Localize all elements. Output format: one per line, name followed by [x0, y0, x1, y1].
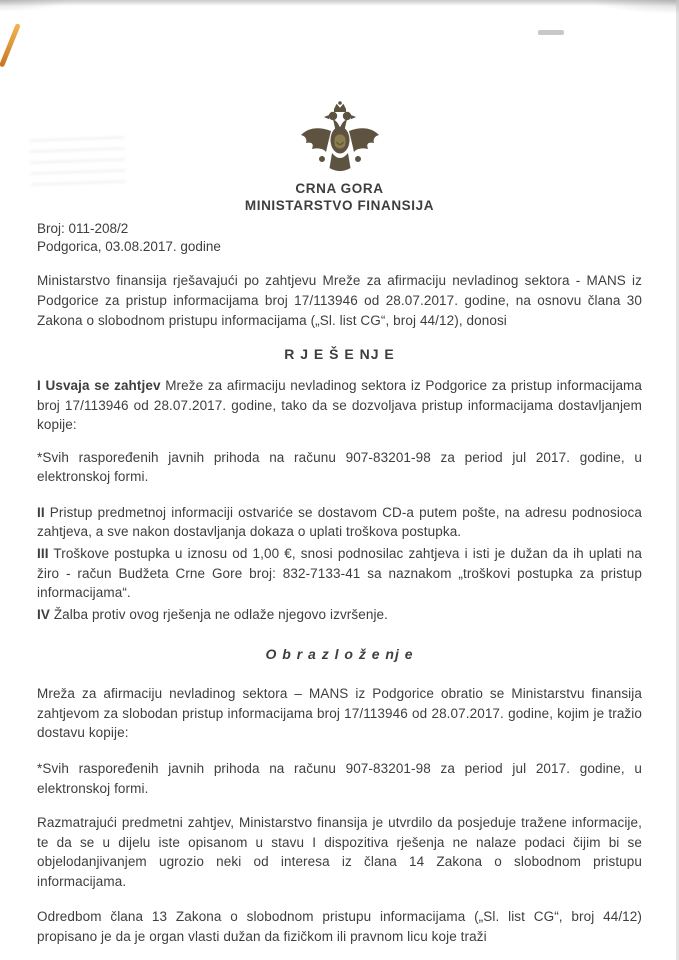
explanation-paragraph-3: Odredbom člana 13 Zakona o slobodnom pristupu informacijama („Sl. list CG“, broj 44/12) propisano je da je organ vlasti dužan da fizičkom ili pravnom licu koje traži	[37, 909, 642, 944]
place-and-date: Podgorica, 03.08.2017. godine	[37, 239, 221, 255]
ministry-name: MINISTARSTVO FINANSIJA	[244, 198, 435, 213]
document-number: Broj: 011-208/2	[37, 221, 129, 236]
country-name: CRNA GORA	[295, 181, 384, 196]
decision-item-3-text: Troškove postupka u iznosu od 1,00 €, snosi podnosilac zahtjeva i isti je dužan da ih uplati na žiro - račun Budžeta Crne Gore broj: 832-7133-41 sa naznakom „troškovi postupka za pristup informacijama“.	[37, 546, 642, 601]
explanation-title: O b r a z l o ž e nj e	[265, 646, 414, 663]
decision-item-4-text: Žalba protiv ovog rješenja ne odlaže njegovo izvršenje.	[49, 606, 389, 622]
coat-of-arms-icon	[37, 100, 642, 176]
decision-item-4	[37, 605, 642, 625]
intro-paragraph: Ministarstvo finansija rješavajući po zahtjevu Mreže za afirmaciju nevladinog sektora - MANS iz Podgorice za pristup informacijama broj 17/113946 od 28.07.2017. godine, na osnovu člana 30 Zakona o slobodnom pristupu informacijama („Sl. list CG“, broj 44/12), donosi	[37, 273, 642, 328]
decision-item-1	[37, 376, 642, 435]
decision-item-3-lead: III	[37, 546, 49, 561]
orange-pen-stroke-artifact	[0, 23, 21, 68]
scan-artifact-dash	[538, 30, 564, 35]
decision-item-1-lead: I Usvaja se zahtjev	[37, 378, 161, 394]
decision-title: R J E Š E NJ E	[284, 346, 395, 363]
scanner-corner-shadow-right	[589, 0, 679, 14]
decision-item-2-lead: II	[37, 504, 45, 520]
decision-item-3	[37, 544, 642, 603]
scanner-corner-shadow-left	[0, 0, 70, 12]
scanner-edge-top	[0, 0, 679, 6]
document-meta	[37, 221, 642, 255]
requested-copy-item-repeat: *Svih raspoređenih javnih prihoda na računu 907-83201-98 za period jul 2017. godine, u elektronskoj formi.	[37, 760, 642, 796]
decision-item-2-text: Pristup predmetnoj informaciji ostvariće se dostavom CD-a putem pošte, na adresu podnosioca zahtjeva, a sve nakon dostavljanja dokaza o uplati troškova postupka.	[37, 504, 642, 540]
explanation-paragraph-1: Mreža za afirmaciju nevladinog sektora – MANS iz Podgorice obratio se Ministarstvu finansija zahtjevom za slobodan pristup informacijama broj 17/113946 od 28.07.2017. godine, kojim je tražio dostavu kopije:	[37, 686, 642, 741]
faint-stamp-artifact	[29, 130, 126, 185]
decision-item-2	[37, 503, 642, 542]
explanation-paragraph-2: Razmatrajući predmetni zahtjev, Ministarstvo finansija je utvrdilo da posjeduje tražene informacije, te da se u dijelu iste opisanom u stavu I dispozitiva rješenja ne nalaze podaci čijim bi se objelodanjivanjem ugrozio neki od interesa iz člana 14 Zakona o slobodnom pristupu informacijama.	[37, 815, 642, 889]
decision-item-1-text: Mreže za afirmaciju nevladinog sektora iz Podgorice za pristup informacijama broj 17/113946 od 28.07.2017. godine, tako da se dozvoljava pristup informacijama dostavljanjem kopije:	[37, 378, 643, 433]
requested-copy-item: *Svih raspoređenih javnih prihoda na računu 907-83201-98 za period jul 2017. godine, u elektronskoj formi.	[37, 449, 642, 485]
decision-item-4-lead: IV	[37, 606, 50, 622]
